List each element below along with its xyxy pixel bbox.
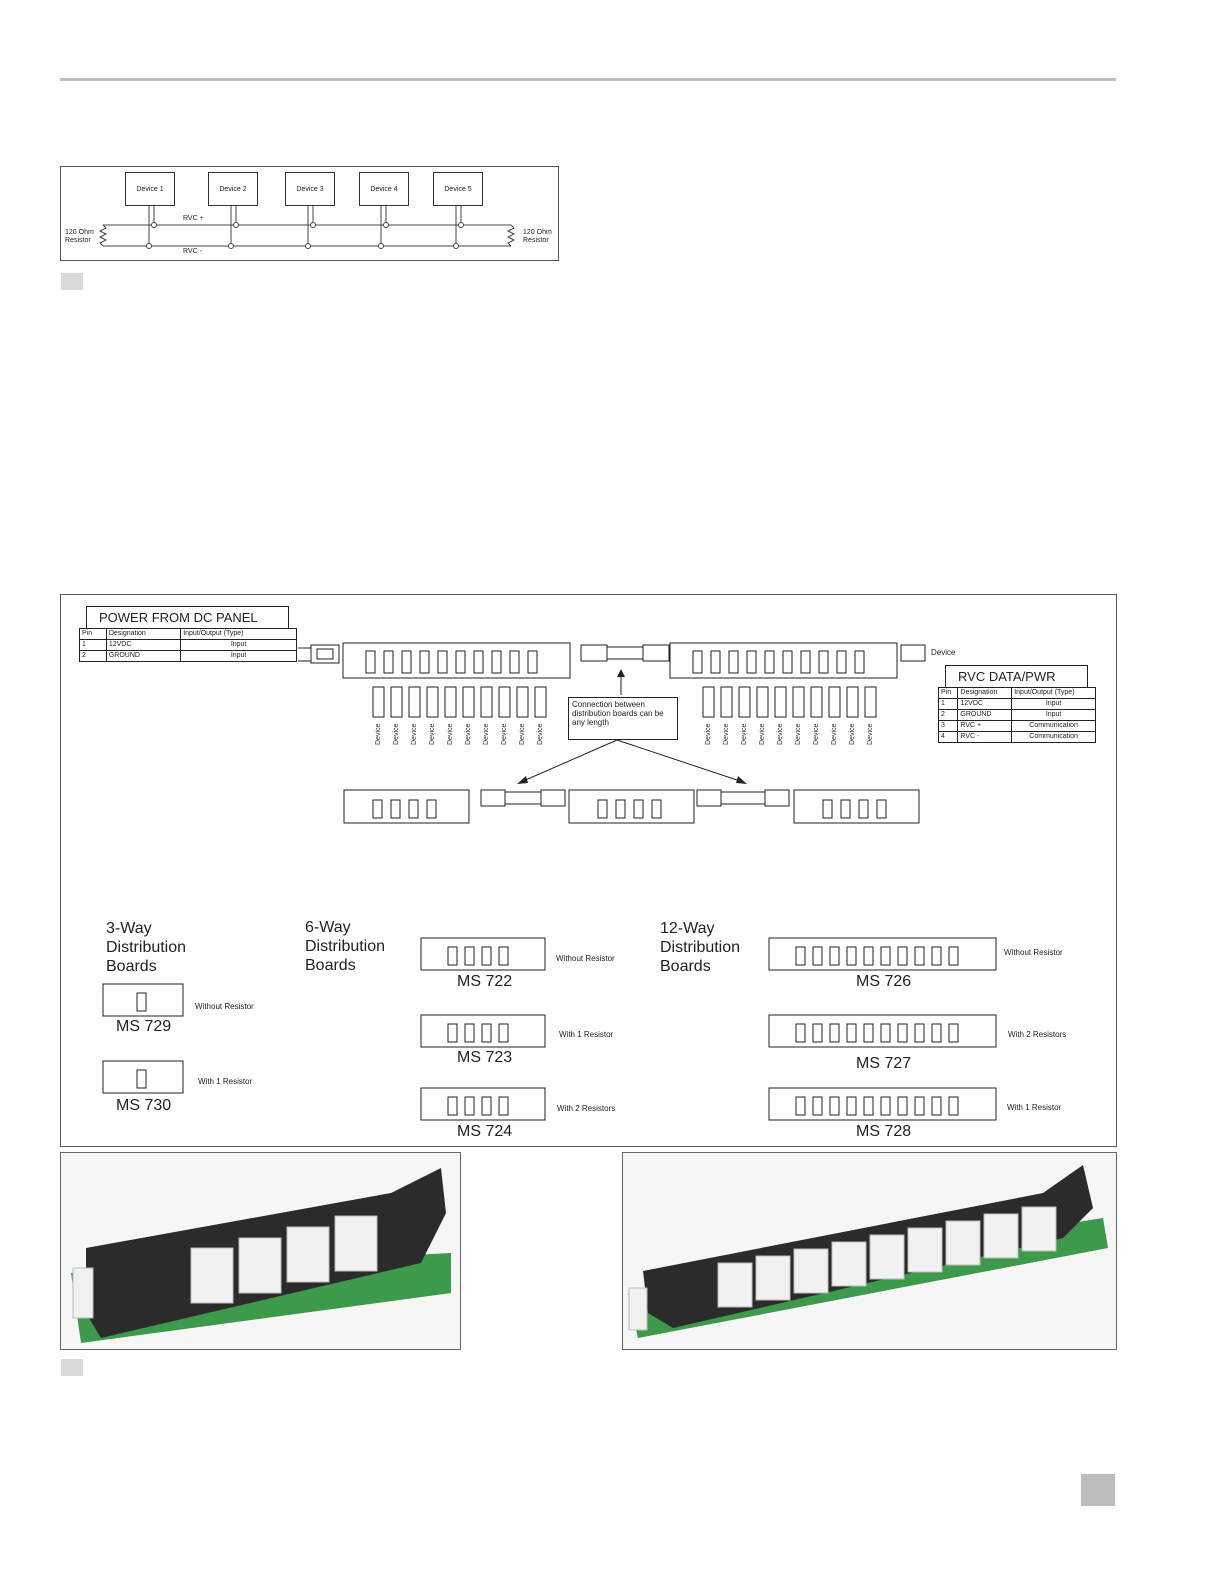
- resistor-note: With 2 Resistors: [1008, 1030, 1067, 1039]
- resistor-left-label: 120 Ohm Resistor: [65, 229, 94, 244]
- table-cell: 12VDC: [958, 699, 1012, 710]
- photo-6way-board: [60, 1152, 461, 1350]
- table-cell: Input: [1012, 699, 1096, 710]
- board-6way-illustration: [61, 1153, 460, 1349]
- bus-diagram: [60, 166, 559, 261]
- table-header: Pin: [939, 688, 958, 699]
- photo-12way-board: [622, 1152, 1117, 1350]
- resistor-note: Without Resistor: [1004, 948, 1063, 957]
- table-header: Input/Output (Type): [181, 629, 297, 640]
- header-rule: [60, 78, 1116, 81]
- device-box: Device 4: [359, 172, 409, 206]
- device-plug-label: Device: [465, 723, 472, 745]
- three-way-title: 3-Way Distribution Boards: [106, 920, 187, 975]
- model-label: MS 728: [856, 1123, 912, 1140]
- resistor-note: With 1 Resistor: [198, 1077, 253, 1086]
- table-cell: 3: [939, 721, 958, 732]
- device-plug-label: Device: [483, 723, 490, 745]
- device-plug-label: Device: [411, 723, 418, 745]
- table-cell: Input: [1012, 710, 1096, 721]
- distribution-wiring-diagram: [60, 594, 1117, 1147]
- power-table: [79, 628, 297, 662]
- device-box: Device 5: [433, 172, 483, 206]
- table-header: Pin: [80, 629, 107, 640]
- caption-marker: [61, 1359, 83, 1376]
- model-label: MS 729: [116, 1018, 172, 1035]
- page-number-box: [1081, 1474, 1115, 1506]
- resistor-note: With 2 Resistors: [557, 1104, 616, 1113]
- device-plug-label: Device: [429, 723, 436, 745]
- device-plug-label: Device: [813, 723, 820, 745]
- rvc-table-title: RVC DATA/PWR: [945, 665, 1088, 688]
- device-plug-label: Device: [759, 723, 766, 745]
- table-cell: RVC -: [958, 732, 1012, 743]
- device-plug-label: Device: [723, 723, 730, 745]
- table-cell: Input: [181, 640, 297, 651]
- table-cell: Communication: [1012, 732, 1096, 743]
- device-plug-label: Device: [447, 723, 454, 745]
- resistor-note: With 1 Resistor: [559, 1030, 614, 1039]
- six-way-title: 6-Way Distribution Boards: [305, 919, 386, 974]
- model-label: MS 722: [457, 973, 513, 990]
- rvc-table: [938, 687, 1096, 743]
- rvc-minus-label: RVC -: [183, 248, 202, 255]
- device-box: Device 3: [285, 172, 335, 206]
- device-plug-label: Device: [795, 723, 802, 745]
- resistor-note: Without Resistor: [195, 1002, 254, 1011]
- table-cell: 1: [80, 640, 107, 651]
- device-plug-label: Device: [705, 723, 712, 745]
- table-cell: GROUND: [958, 710, 1012, 721]
- device-plug-label: Device: [777, 723, 784, 745]
- model-label: MS 724: [457, 1123, 513, 1140]
- table-header: Designation: [106, 629, 180, 640]
- device-plug-label: Device: [537, 723, 544, 745]
- device-box: Device 2: [208, 172, 258, 206]
- device-box: Device 1: [125, 172, 175, 206]
- device-plug-label: Device: [831, 723, 838, 745]
- resistor-note: With 1 Resistor: [1007, 1103, 1062, 1112]
- table-cell: 4: [939, 732, 958, 743]
- device-plug-label: Device: [375, 723, 382, 745]
- device-plug-label: Device: [501, 723, 508, 745]
- table-cell: 2: [939, 710, 958, 721]
- table-cell: GROUND: [106, 651, 180, 662]
- rvc-plus-label: RVC +: [183, 215, 204, 222]
- model-label: MS 726: [856, 973, 912, 990]
- power-table-title: POWER FROM DC PANEL: [86, 606, 289, 629]
- connection-note: Connection between distribution boards can be any length: [568, 697, 678, 740]
- caption-marker: [61, 273, 83, 290]
- table-header: Designation: [958, 688, 1012, 699]
- twelve-way-title: 12-Way Distribution Boards: [660, 920, 741, 975]
- resistor-right-label: 120 Ohm Resistor: [523, 229, 552, 244]
- device-plug-label: Device: [741, 723, 748, 745]
- model-label: MS 727: [856, 1055, 912, 1072]
- device-plug-label: Device: [849, 723, 856, 745]
- resistor-note: Without Resistor: [556, 954, 615, 963]
- board-12way-illustration: [623, 1153, 1116, 1349]
- device-label: Device: [931, 648, 956, 657]
- table-cell: 1: [939, 699, 958, 710]
- device-plug-label: Device: [519, 723, 526, 745]
- bus-wiring: [61, 167, 558, 260]
- device-plug-label: Device: [867, 723, 874, 745]
- table-cell: RVC +: [958, 721, 1012, 732]
- table-cell: 2: [80, 651, 107, 662]
- table-cell: Communication: [1012, 721, 1096, 732]
- model-label: MS 730: [116, 1097, 172, 1114]
- model-label: MS 723: [457, 1049, 513, 1066]
- table-cell: Input: [181, 651, 297, 662]
- table-cell: 12VDC: [106, 640, 180, 651]
- table-header: Input/Output (Type): [1012, 688, 1096, 699]
- device-plug-label: Device: [393, 723, 400, 745]
